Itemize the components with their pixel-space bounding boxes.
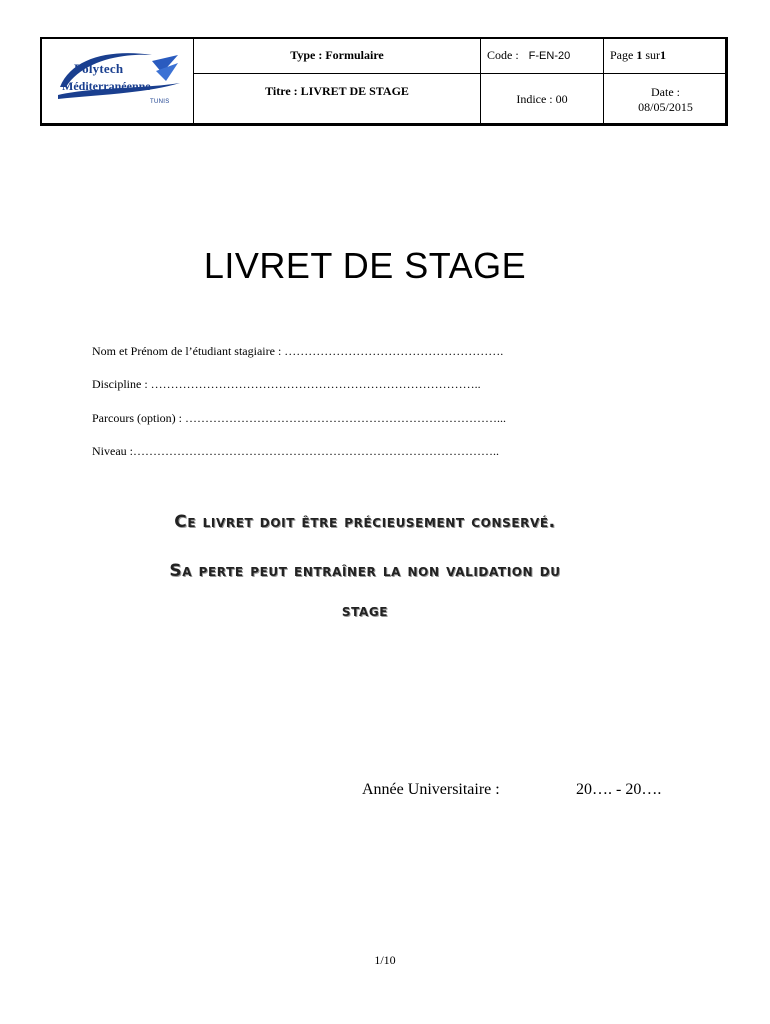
logo-text-polytech: Polytech — [74, 60, 124, 76]
annee-universitaire-label: Année Universitaire : — [362, 781, 500, 798]
page-prefix: Page — [610, 48, 637, 62]
page-current: 1 — [636, 48, 643, 62]
page-number: 1/10 — [374, 953, 396, 967]
warning-line-2: Sa perte peut entraîner la non validation du — [169, 561, 561, 581]
field-nom-prenom: Nom et Prénom de l’étudiant stagiaire : ………………………………………………. — [92, 344, 504, 358]
code-label: Code : — [487, 48, 519, 62]
code-value: F-EN-20 — [528, 50, 571, 62]
logo-text-tunis: TUNIS — [150, 98, 170, 105]
date-label: Date : — [651, 84, 680, 99]
warning-line-1: Ce livret doit être précieusement conservé. — [174, 512, 556, 532]
page-cell — [604, 38, 728, 74]
field-discipline: Discipline : ……………………………………………………………………….. — [92, 377, 481, 391]
page-total: 1 — [660, 48, 666, 62]
logo-cell — [41, 38, 194, 126]
titre-cell: Titre : LIVRET DE STAGE — [194, 74, 481, 126]
code-cell — [481, 38, 604, 74]
logo-text-mediterraneenne: Méditerranéenne — [62, 78, 151, 93]
type-cell: Type : Formulaire — [194, 38, 481, 74]
field-parcours: Parcours (option) : ……………………………………………………………………... — [92, 411, 506, 425]
date-value: 08/05/2015 — [638, 99, 693, 114]
indice-cell: Indice : 00 — [481, 74, 604, 126]
annee-universitaire-value: 20…. - 20…. — [576, 781, 662, 798]
page-mid: sur — [642, 48, 660, 62]
warning-line-3: stage — [341, 601, 389, 621]
document-header-table — [40, 37, 728, 126]
main-title: LIVRET DE STAGE — [203, 245, 527, 286]
date-cell — [604, 74, 728, 126]
field-niveau: Niveau :……………………………………………………………………………….. — [92, 444, 499, 458]
polytech-logo — [52, 47, 182, 117]
